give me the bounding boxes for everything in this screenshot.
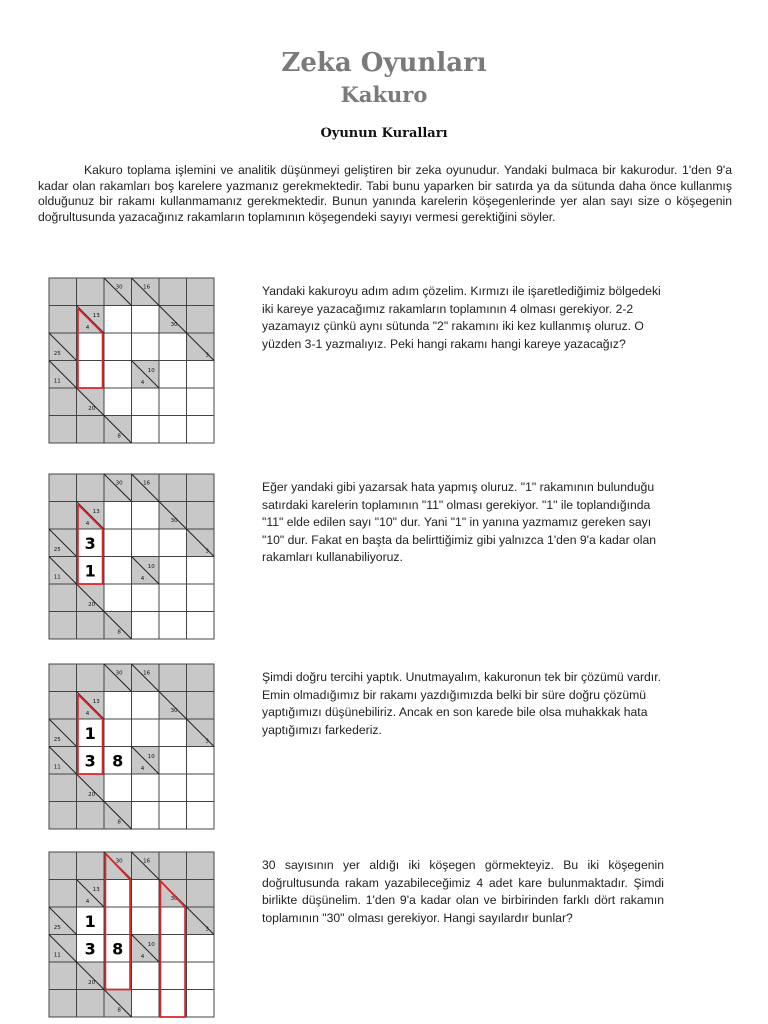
clue-number: 13	[92, 699, 100, 706]
kakuro-grid-step-1	[48, 277, 214, 443]
entered-digit[interactable]: 8	[112, 751, 124, 771]
empty-cell	[132, 584, 160, 612]
clue-number: 25	[53, 351, 61, 357]
entered-digit[interactable]: 1	[84, 723, 96, 743]
clue-number: 30	[170, 896, 178, 903]
empty-cell	[104, 719, 132, 747]
block-cell	[159, 474, 187, 502]
clue-number: 8	[117, 819, 121, 826]
clue-number: 25	[53, 737, 61, 743]
empty-cell	[104, 388, 132, 416]
clue-number: 20	[88, 406, 96, 412]
empty-cell	[104, 529, 132, 557]
block-cell	[187, 502, 215, 530]
page-subtitle: Kakuro	[340, 82, 428, 107]
empty-cell	[159, 962, 187, 990]
empty-cell	[159, 612, 187, 640]
empty-cell	[187, 612, 215, 640]
block-cell	[159, 278, 187, 306]
block-cell	[187, 306, 215, 334]
empty-cell	[132, 880, 160, 908]
block-cell	[187, 474, 215, 502]
block-cell	[49, 774, 77, 802]
empty-cell	[104, 774, 132, 802]
empty-cell	[159, 557, 187, 585]
clue-number: 30	[115, 480, 123, 487]
block-cell	[49, 880, 77, 908]
clue-number: 16	[143, 284, 151, 291]
step-2-text: Eğer yandaki gibi yazarsak hata yapmış oluruz. "1" rakamının bulunduğu satırdaki karelerin toplamının "11" olması gerekiyor. "1" ile toplandığında "11" elde edilen sayı "10" dur. Yani "1" in yanına yazmamız gereken sayı "10" dur. Fakat en başta da belirttiğimiz gibi yalnızca 1'den 9'a kadar olan rakamları kullanabiliyoruz.	[262, 480, 657, 565]
clue-number: 10	[147, 754, 155, 761]
empty-cell	[159, 747, 187, 775]
clue-number: 30	[115, 858, 123, 865]
block-cell	[49, 584, 77, 612]
block-cell	[159, 852, 187, 880]
block-cell	[187, 664, 215, 692]
block-cell	[187, 880, 215, 908]
block-cell	[187, 852, 215, 880]
block-cell	[49, 502, 77, 530]
step-1-text: Yandaki kakuroyu adım adım çözelim. Kırmızı ile işaretlediğimiz bölgedeki iki kareye yazacağımız rakamların toplamının 4 olması gerekiyor. 2-2 yazamayız çünkü aynı sütunda "2" rakamını iki kez kullanmış oluruz. O yüzden 3-1 yazmalıyız. Peki hangi rakamı hangi kareye yazacağız?	[262, 284, 661, 351]
empty-cell	[132, 306, 160, 334]
block-cell	[49, 852, 77, 880]
empty-cell	[104, 584, 132, 612]
empty-cell	[187, 361, 215, 389]
empty-cell	[104, 361, 132, 389]
empty-cell	[159, 774, 187, 802]
block-cell	[187, 692, 215, 720]
block-cell	[77, 474, 105, 502]
clue-number: 20	[88, 602, 96, 608]
clue-number: 11	[53, 378, 61, 385]
empty-cell	[132, 907, 160, 935]
clue-number: 25	[53, 547, 61, 553]
empty-cell	[159, 584, 187, 612]
entered-digit[interactable]: 3	[84, 533, 96, 553]
clue-number: 8	[117, 1007, 121, 1014]
kakuro-grid-svg	[48, 851, 215, 1018]
clue-number: 13	[92, 887, 100, 894]
empty-cell	[159, 388, 187, 416]
kakuro-grid-svg	[48, 473, 215, 640]
block-cell	[77, 416, 105, 444]
clue-number: 20	[88, 980, 96, 986]
clue-number: 30	[115, 284, 123, 291]
clue-number: 3	[205, 926, 209, 933]
entered-digit[interactable]: 3	[84, 751, 96, 771]
step-3-text: Şimdi doğru tercihi yaptık. Unutmayalım, kakuronun tek bir çözümü vardır. Emin olmadığımız bir rakamı yazdığımızda belki bir süre doğru çözümü yaptığımızı düşünebiliriz. Ancak en son karede bile olsa muhakkak hata yaptığımızı farkederiz.	[262, 670, 661, 737]
clue-number: 4	[140, 953, 145, 960]
empty-cell	[132, 502, 160, 530]
empty-cell	[132, 388, 160, 416]
block-cell	[49, 612, 77, 640]
step-4-text: 30 sayısının yer aldığı iki köşegen görmekteyiz. Bu iki köşegenin doğrultusunda rakam yazabileceğimiz 4 adet kare bulunmaktadır. Şimdi birlikte düşünelim. 1'den 9'a kadar olan ve birbirinden farklı dört rakamın toplamının "30" olması gerekiyor. Hangi sayılardır bunlar?	[262, 858, 664, 925]
empty-cell	[104, 880, 132, 908]
page-title: Zeka Oyunları	[281, 48, 487, 78]
kakuro-grid-svg	[48, 277, 215, 444]
clue-number: 30	[170, 322, 178, 329]
empty-cell	[132, 990, 160, 1018]
empty-cell	[132, 692, 160, 720]
clue-number: 13	[92, 313, 100, 320]
clue-number: 10	[147, 368, 155, 375]
empty-cell	[132, 774, 160, 802]
clue-number: 4	[85, 520, 90, 527]
block-cell	[49, 802, 77, 830]
block-cell	[77, 278, 105, 306]
clue-number: 3	[205, 352, 209, 359]
block-cell	[77, 664, 105, 692]
entered-digit[interactable]: 1	[84, 911, 96, 931]
empty-cell	[159, 333, 187, 361]
clue-number: 11	[53, 952, 61, 959]
block-cell	[77, 802, 105, 830]
clue-number: 4	[85, 710, 90, 717]
block-cell	[49, 306, 77, 334]
empty-cell	[104, 502, 132, 530]
kakuro-grid-step-2	[48, 473, 214, 639]
clue-number: 4	[140, 765, 145, 772]
kakuro-grid-step-4	[48, 851, 214, 1017]
empty-cell	[104, 907, 132, 935]
clue-number: 3	[205, 548, 209, 555]
clue-number: 8	[117, 629, 121, 636]
clue-number: 10	[147, 564, 155, 571]
clue-number: 4	[140, 575, 145, 582]
empty-cell	[159, 990, 187, 1018]
block-cell	[187, 278, 215, 306]
empty-cell	[104, 962, 132, 990]
empty-cell	[159, 529, 187, 557]
empty-cell	[159, 907, 187, 935]
empty-cell	[77, 333, 105, 361]
entered-digit[interactable]: 8	[112, 939, 124, 959]
clue-number: 8	[117, 433, 121, 440]
clue-number: 20	[88, 792, 96, 798]
block-cell	[49, 416, 77, 444]
empty-cell	[159, 802, 187, 830]
clue-number: 4	[140, 379, 145, 386]
empty-cell	[159, 935, 187, 963]
empty-cell	[104, 306, 132, 334]
block-cell	[49, 692, 77, 720]
clue-number: 25	[53, 925, 61, 931]
block-cell	[159, 664, 187, 692]
block-cell	[77, 612, 105, 640]
clue-number: 10	[147, 942, 155, 949]
clue-number: 16	[143, 858, 151, 865]
empty-cell	[187, 774, 215, 802]
block-cell	[77, 990, 105, 1018]
empty-cell	[104, 333, 132, 361]
empty-cell	[187, 584, 215, 612]
clue-number: 11	[53, 574, 61, 581]
empty-cell	[132, 416, 160, 444]
empty-cell	[132, 333, 160, 361]
clue-number: 4	[85, 324, 90, 331]
empty-cell	[187, 557, 215, 585]
clue-number: 16	[143, 670, 151, 677]
block-cell	[49, 474, 77, 502]
empty-cell	[77, 361, 105, 389]
entered-digit[interactable]: 3	[84, 939, 96, 959]
block-cell	[49, 278, 77, 306]
block-cell	[77, 852, 105, 880]
empty-cell	[132, 612, 160, 640]
empty-cell	[187, 802, 215, 830]
empty-cell	[187, 935, 215, 963]
empty-cell	[104, 692, 132, 720]
empty-cell	[187, 388, 215, 416]
section-heading: Oyunun Kuralları	[320, 126, 448, 141]
block-cell	[49, 664, 77, 692]
block-cell	[49, 962, 77, 990]
clue-number: 3	[205, 738, 209, 745]
block-cell	[49, 388, 77, 416]
clue-number: 4	[85, 898, 90, 905]
clue-number: 30	[170, 708, 178, 715]
empty-cell	[104, 557, 132, 585]
empty-cell	[187, 416, 215, 444]
entered-digit[interactable]: 1	[84, 561, 96, 581]
empty-cell	[159, 719, 187, 747]
clue-number: 30	[170, 518, 178, 525]
empty-cell	[187, 962, 215, 990]
kakuro-grid-svg	[48, 663, 215, 830]
clue-number: 11	[53, 764, 61, 771]
block-cell	[49, 990, 77, 1018]
empty-cell	[187, 990, 215, 1018]
empty-cell	[159, 361, 187, 389]
clue-number: 16	[143, 480, 151, 487]
intro-paragraph: Kakuro toplama işlemini ve analitik düşünmeyi geliştiren bir zeka oyunudur. Yandaki bulmaca bir kakurodur. 1'den 9'a kadar olan rakamları boş karelere yazmanız gerekmektedir. Tabi bunu yaparken bir satırda ya da sütunda daha önce kullanmış olduğunuz bir rakamı kullanmamanız gerekmektedir. Bunun yanında karelerin köşegenlerinde yer alan sayı size o köşegenin doğrultusunda yazacağınız rakamların toplamının köşegendeki sayıyı vermesi gerektiğini söyler.	[38, 163, 732, 224]
empty-cell	[132, 802, 160, 830]
empty-cell	[159, 416, 187, 444]
clue-number: 30	[115, 670, 123, 677]
empty-cell	[132, 719, 160, 747]
empty-cell	[132, 529, 160, 557]
empty-cell	[187, 747, 215, 775]
clue-number: 13	[92, 509, 100, 516]
kakuro-grid-step-3	[48, 663, 214, 829]
empty-cell	[132, 962, 160, 990]
